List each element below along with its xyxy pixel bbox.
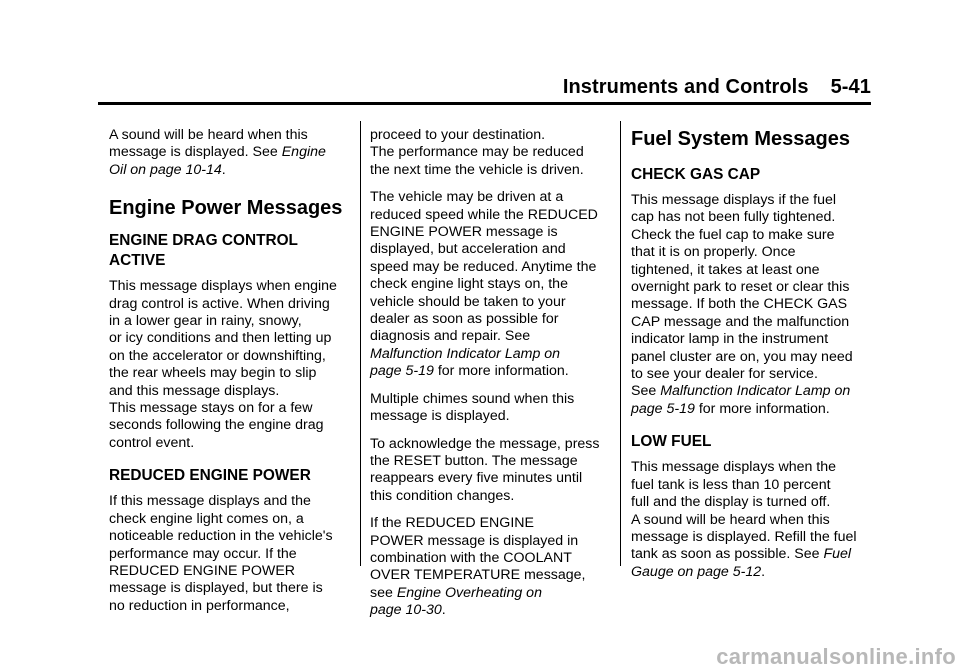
header-rule xyxy=(98,102,871,105)
reduced-power-heading: REDUCED ENGINE POWER xyxy=(109,467,311,485)
column-divider-2 xyxy=(620,121,621,566)
engine-overheating-link[interactable]: Engine Overheating on xyxy=(396,584,542,601)
intro-paragraph: A sound will be heard when this message is displayed. See Engine Oil on page 10-14. xyxy=(109,127,326,178)
fuel-gauge-link[interactable]: Fuel xyxy=(823,546,852,563)
column-3 xyxy=(631,127,876,591)
malfunction-lamp-link-page[interactable]: page 5-19 xyxy=(370,363,434,380)
engine-oil-link-cont[interactable]: Oil on page 10-14 xyxy=(109,161,222,178)
low-fuel-heading: LOW FUEL xyxy=(631,433,712,451)
acknowledge-paragraph: To acknowledge the message, press the RESET button. The message reappears every five minutes until this condition changes. xyxy=(370,435,600,504)
chimes-paragraph: Multiple chimes sound when this message is displayed. xyxy=(370,390,575,425)
malfunction-lamp-link-2[interactable]: Malfunction Indicator Lamp on xyxy=(660,383,851,400)
continuation-paragraph: proceed to your destination. The performance may be reduced the next time the vehicle is driven. xyxy=(370,127,584,178)
check-gas-cap-heading: CHECK GAS CAP xyxy=(631,166,761,183)
column-1 xyxy=(109,127,354,625)
low-fuel-paragraph: This message displays when the fuel tank is less than 10 percent full and the display is turned off. A sound will be heard when this message is displayed. Refill the fuel tank as soon as possible. See Fuel Gauge on page 5-12. xyxy=(631,459,857,580)
check-gas-cap-paragraph: This message displays if the fuel cap has not been fully tightened. Check the fuel cap to make sure that it is on properly. Once tightened, it takes at least one overnight park to reset or clear this message. If both the CHECK GAS CAP message and the malfunction indicator lamp in the instrument panel cluster are on, you may need to see your dealer for service. See Malfunction Indicator Lamp on page 5-19 for more information. xyxy=(631,192,853,417)
coolant-paragraph: If the REDUCED ENGINE POWER message is displayed in combination with the COOLANT OVER TEMPERATURE message, see Engine Overheating on page 10-30. xyxy=(370,515,586,619)
drag-control-heading: ENGINE DRAG CONTROL ACTIVE xyxy=(109,232,298,270)
column-2 xyxy=(370,127,615,630)
engine-power-heading: Engine Power Messages xyxy=(109,197,343,220)
running-header xyxy=(563,76,871,99)
fuel-system-heading: Fuel System Messages xyxy=(631,128,850,150)
engine-oil-link[interactable]: Engine xyxy=(281,144,326,161)
watermark: carmanualsonline.info xyxy=(716,644,956,669)
reduced-power-paragraph: If this message displays and the check engine light comes on, a noticeable reduction in the vehicle's performance may occur. If the REDUCED ENGINE POWER message is displayed, but there is no reduction in performance, xyxy=(109,493,333,614)
reduced-speed-paragraph: The vehicle may be driven at a reduced speed while the REDUCED ENGINE POWER message is displayed, but acceleration and speed may be reduced. Anytime the check engine light stays on, the vehicle should be taken to your dealer as soon as possible for diagnosis and repair. See Malfunction Indicator Lamp on page 5-19 for more information. xyxy=(370,189,598,380)
engine-overheating-link-page[interactable]: page 10-30 xyxy=(370,602,442,619)
page-header xyxy=(0,0,960,104)
fuel-gauge-link-page[interactable]: Gauge on page 5-12 xyxy=(631,563,762,580)
drag-control-paragraph: This message displays when engine drag control is active. When driving in a lower gear in rainy, snowy, or icy conditions and then letting up on the accelerator or downshifting, the rear wheels may begin to slip and this message displays. This message stays on for a few seconds following the engine drag control event. xyxy=(109,278,337,451)
section-title: Instruments and Controls xyxy=(562,76,809,98)
malfunction-lamp-link[interactable]: Malfunction Indicator Lamp on xyxy=(370,345,561,362)
column-divider-1 xyxy=(360,121,361,566)
malfunction-lamp-link-2-page[interactable]: page 5-19 xyxy=(631,400,695,417)
page-number: 5-41 xyxy=(830,76,871,98)
